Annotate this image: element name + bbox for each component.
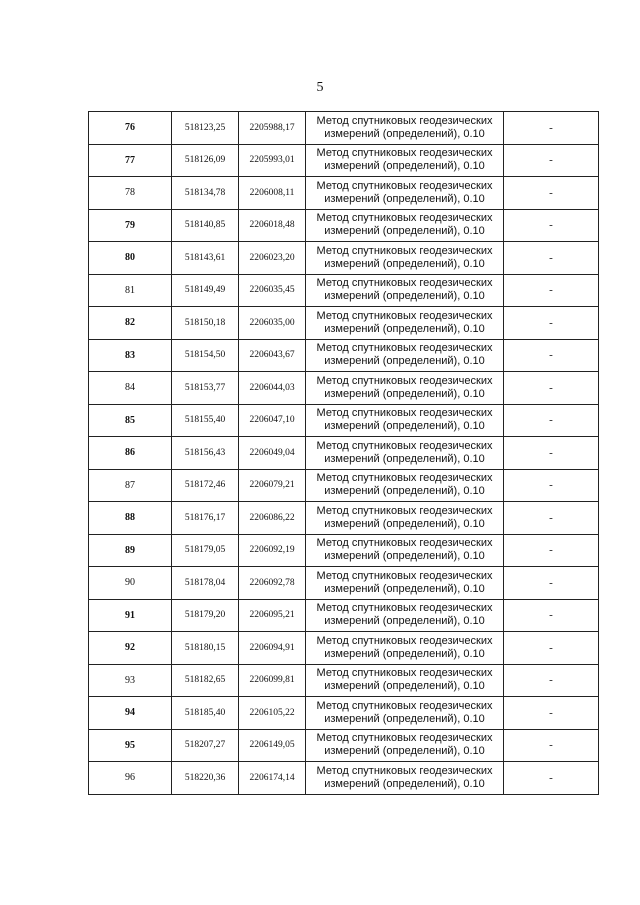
extra-cell: -	[504, 762, 599, 795]
extra-cell: -	[504, 729, 599, 762]
coordinate-y: 2206047,10	[239, 404, 306, 437]
point-number: 86	[89, 437, 172, 470]
coordinates-table	[88, 111, 599, 795]
coordinate-x: 518180,15	[172, 632, 239, 665]
coordinate-y: 2206086,22	[239, 502, 306, 535]
point-number: 88	[89, 502, 172, 535]
extra-cell: -	[504, 339, 599, 372]
extra-cell: -	[504, 112, 599, 145]
extra-cell: -	[504, 177, 599, 210]
method-line-1: Метод спутниковых геодезических	[316, 179, 493, 192]
method-cell	[306, 632, 504, 665]
coordinate-x: 518126,09	[172, 144, 239, 177]
method-line-2: измерений (определений), 0.10	[324, 517, 485, 530]
table-row	[89, 599, 599, 632]
method-line-2: измерений (определений), 0.10	[324, 745, 485, 758]
method-line-1: Метод спутниковых геодезических	[316, 212, 493, 225]
coordinate-y: 2206035,00	[239, 307, 306, 340]
method-line-2: измерений (определений), 0.10	[324, 322, 485, 335]
method-cell	[306, 177, 504, 210]
method-line-2: измерений (определений), 0.10	[324, 257, 485, 270]
coordinate-x: 518176,17	[172, 502, 239, 535]
coordinate-y: 2205993,01	[239, 144, 306, 177]
coordinate-y: 2206174,14	[239, 762, 306, 795]
coordinate-y: 2206079,21	[239, 469, 306, 502]
point-number: 87	[89, 469, 172, 502]
coordinate-x: 518123,25	[172, 112, 239, 145]
method-line-2: измерений (определений), 0.10	[324, 355, 485, 368]
table-row	[89, 339, 599, 372]
method-cell	[306, 502, 504, 535]
extra-cell: -	[504, 697, 599, 730]
coordinate-y: 2206092,78	[239, 567, 306, 600]
coordinate-y: 2206092,19	[239, 534, 306, 567]
coordinate-y: 2206023,20	[239, 242, 306, 275]
table-row	[89, 632, 599, 665]
extra-cell: -	[504, 144, 599, 177]
method-cell	[306, 209, 504, 242]
point-number: 78	[89, 177, 172, 210]
method-cell	[306, 112, 504, 145]
extra-cell: -	[504, 307, 599, 340]
method-line-2: измерений (определений), 0.10	[324, 160, 485, 173]
table-row	[89, 144, 599, 177]
method-cell	[306, 664, 504, 697]
table-row	[89, 567, 599, 600]
extra-cell: -	[504, 372, 599, 405]
coordinate-y: 2206035,45	[239, 274, 306, 307]
point-number: 83	[89, 339, 172, 372]
page-number: 5	[316, 80, 324, 95]
method-cell	[306, 697, 504, 730]
method-line-1: Метод спутниковых геодезических	[316, 407, 493, 420]
method-line-2: измерений (определений), 0.10	[324, 647, 485, 660]
point-number: 92	[89, 632, 172, 665]
point-number: 85	[89, 404, 172, 437]
extra-cell: -	[504, 274, 599, 307]
table-row	[89, 177, 599, 210]
point-number: 96	[89, 762, 172, 795]
table-row	[89, 372, 599, 405]
method-cell	[306, 762, 504, 795]
method-cell	[306, 534, 504, 567]
coordinate-y: 2205988,17	[239, 112, 306, 145]
table-row	[89, 534, 599, 567]
method-line-1: Метод спутниковых геодезических	[316, 114, 493, 127]
coordinate-x: 518179,20	[172, 599, 239, 632]
table-row	[89, 437, 599, 470]
method-line-2: измерений (определений), 0.10	[324, 420, 485, 433]
coordinate-x: 518220,36	[172, 762, 239, 795]
extra-cell: -	[504, 209, 599, 242]
coordinate-x: 518156,43	[172, 437, 239, 470]
method-line-2: измерений (определений), 0.10	[324, 452, 485, 465]
table-row	[89, 664, 599, 697]
table-row	[89, 729, 599, 762]
coordinate-x: 518140,85	[172, 209, 239, 242]
method-cell	[306, 437, 504, 470]
method-line-2: измерений (определений), 0.10	[324, 582, 485, 595]
table-row	[89, 697, 599, 730]
table-row	[89, 112, 599, 145]
extra-cell: -	[504, 534, 599, 567]
method-line-1: Метод спутниковых геодезических	[316, 537, 493, 550]
method-cell	[306, 144, 504, 177]
point-number: 89	[89, 534, 172, 567]
coordinate-y: 2206044,03	[239, 372, 306, 405]
method-line-1: Метод спутниковых геодезических	[316, 764, 493, 777]
point-number: 91	[89, 599, 172, 632]
coordinate-y: 2206095,21	[239, 599, 306, 632]
table-row	[89, 274, 599, 307]
method-cell	[306, 339, 504, 372]
coordinate-x: 518143,61	[172, 242, 239, 275]
method-cell	[306, 372, 504, 405]
method-line-2: измерений (определений), 0.10	[324, 680, 485, 693]
method-line-2: измерений (определений), 0.10	[324, 225, 485, 238]
point-number: 93	[89, 664, 172, 697]
point-number: 84	[89, 372, 172, 405]
method-line-1: Метод спутниковых геодезических	[316, 439, 493, 452]
method-cell	[306, 599, 504, 632]
extra-cell: -	[504, 404, 599, 437]
method-line-1: Метод спутниковых геодезических	[316, 504, 493, 517]
method-line-2: измерений (определений), 0.10	[324, 550, 485, 563]
method-cell	[306, 729, 504, 762]
method-line-2: измерений (определений), 0.10	[324, 485, 485, 498]
method-line-2: измерений (определений), 0.10	[324, 387, 485, 400]
coordinate-x: 518182,65	[172, 664, 239, 697]
method-line-2: измерений (определений), 0.10	[324, 712, 485, 725]
method-line-1: Метод спутниковых геодезических	[316, 732, 493, 745]
coordinate-y: 2206043,67	[239, 339, 306, 372]
coordinate-y: 2206105,22	[239, 697, 306, 730]
coordinate-x: 518154,50	[172, 339, 239, 372]
coordinate-y: 2206018,48	[239, 209, 306, 242]
method-cell	[306, 404, 504, 437]
method-line-1: Метод спутниковых геодезических	[316, 342, 493, 355]
coordinate-x: 518149,49	[172, 274, 239, 307]
method-line-1: Метод спутниковых геодезических	[316, 699, 493, 712]
coordinate-y: 2206149,05	[239, 729, 306, 762]
point-number: 95	[89, 729, 172, 762]
method-cell	[306, 242, 504, 275]
coordinate-x: 518172,46	[172, 469, 239, 502]
method-line-1: Метод спутниковых геодезических	[316, 147, 493, 160]
coordinate-x: 518179,05	[172, 534, 239, 567]
method-cell	[306, 307, 504, 340]
point-number: 80	[89, 242, 172, 275]
method-line-1: Метод спутниковых геодезических	[316, 569, 493, 582]
coordinate-x: 518150,18	[172, 307, 239, 340]
extra-cell: -	[504, 599, 599, 632]
extra-cell: -	[504, 664, 599, 697]
table-row	[89, 242, 599, 275]
extra-cell: -	[504, 632, 599, 665]
method-line-1: Метод спутниковых геодезических	[316, 309, 493, 322]
extra-cell: -	[504, 242, 599, 275]
coordinates-table-body	[89, 112, 599, 795]
point-number: 81	[89, 274, 172, 307]
coordinate-y: 2206099,81	[239, 664, 306, 697]
coordinate-x: 518178,04	[172, 567, 239, 600]
method-line-1: Метод спутниковых геодезических	[316, 634, 493, 647]
method-line-2: измерений (определений), 0.10	[324, 290, 485, 303]
coordinate-x: 518153,77	[172, 372, 239, 405]
method-line-1: Метод спутниковых геодезических	[316, 602, 493, 615]
method-line-1: Метод спутниковых геодезических	[316, 277, 493, 290]
coordinate-y: 2206008,11	[239, 177, 306, 210]
table-row	[89, 502, 599, 535]
method-line-2: измерений (определений), 0.10	[324, 127, 485, 140]
point-number: 77	[89, 144, 172, 177]
point-number: 94	[89, 697, 172, 730]
method-line-2: измерений (определений), 0.10	[324, 615, 485, 628]
coordinate-y: 2206049,04	[239, 437, 306, 470]
extra-cell: -	[504, 567, 599, 600]
point-number: 90	[89, 567, 172, 600]
coordinate-x: 518207,27	[172, 729, 239, 762]
extra-cell: -	[504, 469, 599, 502]
method-line-2: измерений (определений), 0.10	[324, 777, 485, 790]
method-cell	[306, 274, 504, 307]
table-row	[89, 469, 599, 502]
table-row	[89, 762, 599, 795]
method-line-1: Метод спутниковых геодезических	[316, 472, 493, 485]
point-number: 76	[89, 112, 172, 145]
table-row	[89, 404, 599, 437]
method-line-2: измерений (определений), 0.10	[324, 192, 485, 205]
method-cell	[306, 567, 504, 600]
coordinate-x: 518155,40	[172, 404, 239, 437]
point-number: 82	[89, 307, 172, 340]
extra-cell: -	[504, 437, 599, 470]
method-line-1: Метод спутниковых геодезических	[316, 374, 493, 387]
table-row	[89, 307, 599, 340]
point-number: 79	[89, 209, 172, 242]
coordinate-x: 518134,78	[172, 177, 239, 210]
method-line-1: Метод спутниковых геодезических	[316, 667, 493, 680]
coordinate-y: 2206094,91	[239, 632, 306, 665]
method-line-1: Метод спутниковых геодезических	[316, 244, 493, 257]
method-cell	[306, 469, 504, 502]
extra-cell: -	[504, 502, 599, 535]
table-row	[89, 209, 599, 242]
coordinate-x: 518185,40	[172, 697, 239, 730]
